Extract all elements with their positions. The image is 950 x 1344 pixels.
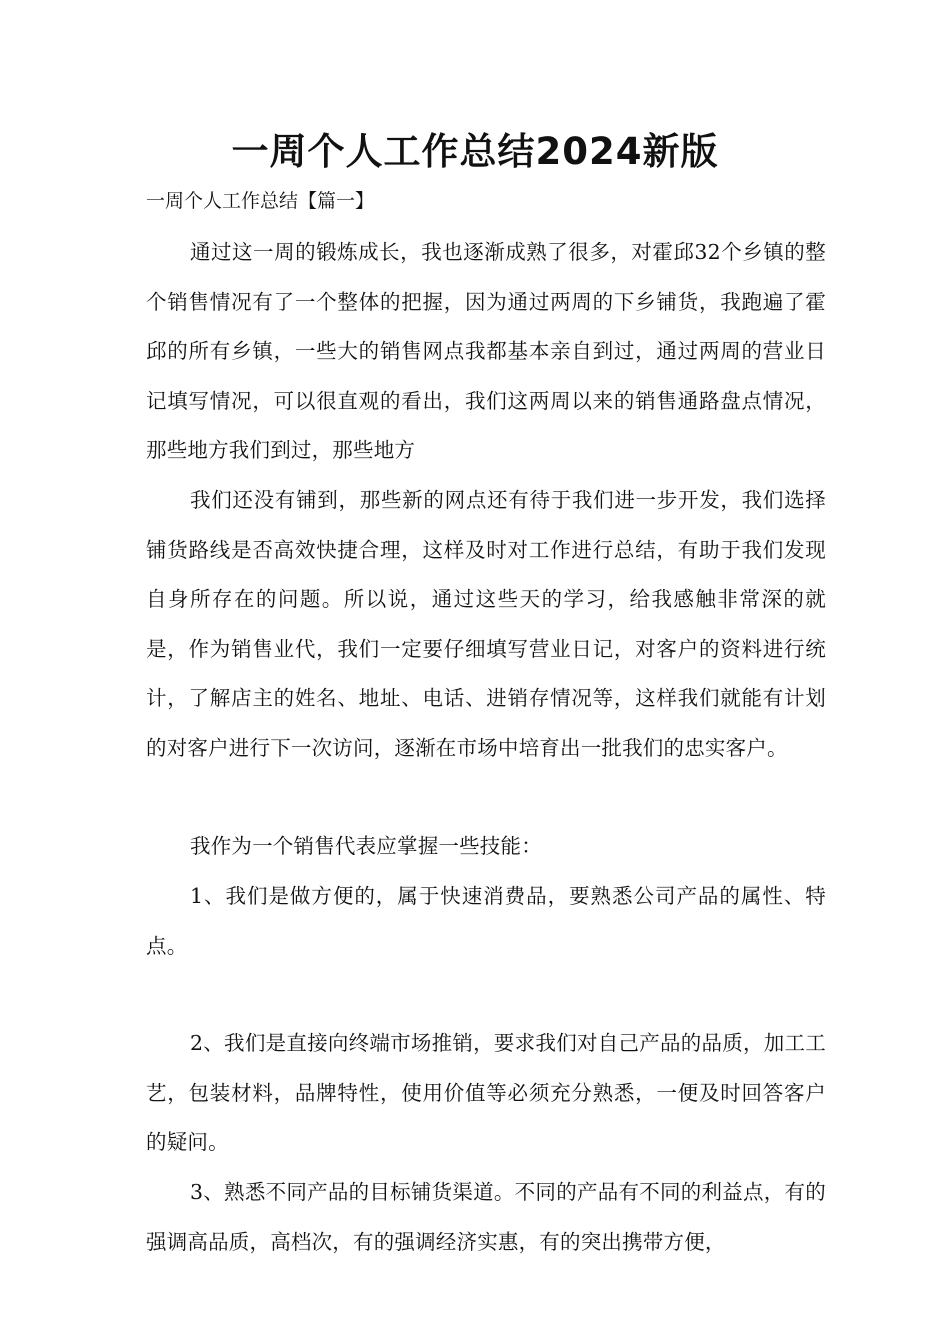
paragraph-4: 1、我们是做方便的，属于快速消费品，要熟悉公司产品的属性、特点。 bbox=[146, 884, 826, 958]
document-title: 一周个人工作总结2024新版 bbox=[231, 130, 719, 173]
paragraph-5: 2、我们是直接向终端市场推销，要求我们对自己产品的品质，加工工艺，包装材料，品牌特性，使用价值等必须充分熟悉，一便及时回答客户的疑问。 bbox=[146, 1031, 826, 1154]
section-heading: 一周个人工作总结【篇一】 bbox=[146, 190, 375, 212]
paragraph-3: 我作为一个销售代表应掌握一些技能： bbox=[190, 834, 542, 858]
paragraph-6: 3、熟悉不同产品的目标铺货渠道。不同的产品有不同的利益点，有的强调高品质，高档次，有的强调经济实惠，有的突出携带方便， bbox=[146, 1180, 826, 1254]
paragraph-1: 通过这一周的锻炼成长，我也逐渐成熟了很多，对霍邱32个乡镇的整个销售情况有了一个整体的把握，因为通过两周的下乡铺货，我跑遍了霍邱的所有乡镇，一些大的销售网点我都基本亲自到过，通过两周的营业日记填写情况，可以很直观的看出，我们这两周以来的销售通路盘点情况，那些地方我们到过，那些地方 bbox=[146, 240, 826, 462]
paragraph-2: 我们还没有铺到，那些新的网点还有待于我们进一步开发，我们选择铺货路线是否高效快捷合理，这样及时对工作进行总结，有助于我们发现自身所存在的问题。所以说，通过这些天的学习，给我感触非常深的就是，作为销售业代，我们一定要仔细填写营业日记，对客户的资料进行统计，了解店主的姓名、地址、电话、进销存情况等，这样我们就能有计划的对客户进行下一次访问，逐渐在市场中培育出一批我们的忠实客户。 bbox=[146, 488, 826, 760]
